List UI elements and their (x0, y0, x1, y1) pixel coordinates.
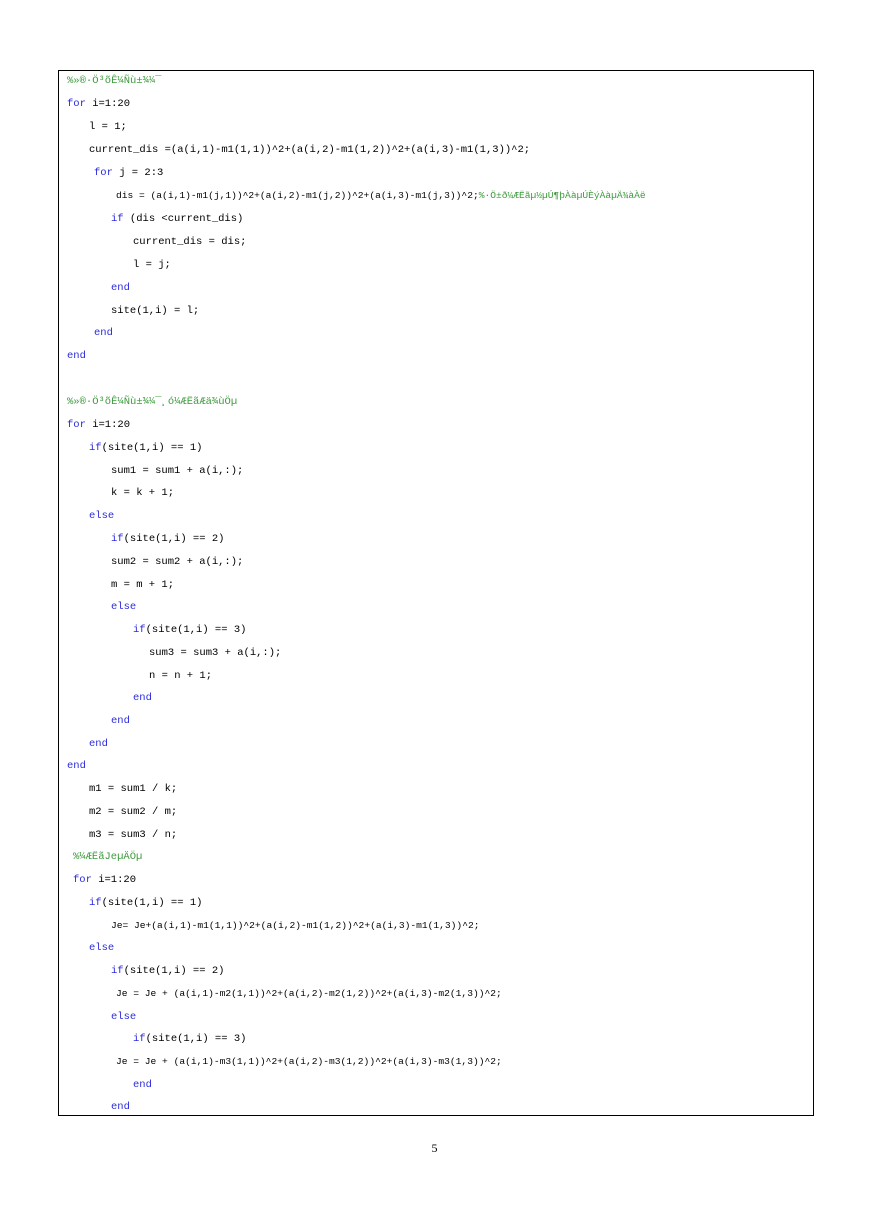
code-line: l = j; (133, 259, 171, 271)
code-line: m1 = sum1 / k; (89, 783, 178, 795)
code-line: else (89, 510, 115, 522)
code-line: end (67, 350, 86, 362)
code-line: for i=1:20 (67, 98, 131, 110)
code-line: end (89, 738, 108, 750)
code-line-comment: %»®·Ö³õÊ¼Ñù±¾¼¯ (67, 75, 162, 87)
code-line: m = m + 1; (111, 579, 175, 591)
code-line: n = n + 1; (149, 670, 213, 682)
code-line: else (111, 1011, 137, 1023)
code-line: end (133, 1079, 152, 1091)
code-line: for i=1:20 (67, 419, 131, 431)
page-number: 5 (431, 1141, 438, 1155)
code-line: end (133, 692, 152, 704)
code-line: end (67, 760, 86, 772)
code-line: else (89, 942, 115, 954)
code-line-comment: %¼ÆËãJeµÄÖµ (73, 851, 143, 863)
code-line: if(site(1,i) == 3) (133, 624, 247, 636)
code-line: if(site(1,i) == 3) (133, 1033, 247, 1045)
code-line: m3 = sum3 / n; (89, 829, 178, 841)
code-line: end (94, 327, 113, 339)
code-line: end (111, 282, 130, 294)
code-line: m2 = sum2 / m; (89, 806, 178, 818)
code-line: sum1 = sum1 + a(i,:); (111, 465, 244, 477)
code-line: for j = 2:3 (94, 167, 164, 179)
code-line: l = 1; (89, 121, 127, 133)
code-line: current_dis = dis; (133, 236, 247, 248)
code-line: Je = Je + (a(i,1)-m3(1,1))^2+(a(i,2)-m3(1,2))^2+(a(i,3)-m3(1,3))^2; (116, 1056, 502, 1067)
code-line: for i=1:20 (73, 874, 137, 886)
code-line: if(site(1,i) == 1) (89, 897, 203, 909)
code-line: dis = (a(i,1)-m1(j,1))^2+(a(i,2)-m1(j,2))^2+(a(i,3)-m1(j,3))^2;%·Ö±ð¼ÆËãµ½µÚ¶þÀàµÚÈýÀàµÄ¾àÀë (116, 190, 646, 201)
code-line: Je= Je+(a(i,1)-m1(1,1))^2+(a(i,2)-m1(1,2))^2+(a(i,3)-m1(1,3))^2; (111, 920, 480, 931)
code-line: Je = Je + (a(i,1)-m2(1,1))^2+(a(i,2)-m2(1,2))^2+(a(i,3)-m2(1,3))^2; (116, 988, 502, 999)
code-line-comment: %»®·Ö³õÊ¼Ñù±¾¼¯¸ó¼ÆËãÆä¾ùÖµ (67, 396, 238, 408)
code-line: end (111, 715, 130, 727)
code-line: if(site(1,i) == 2) (111, 533, 225, 545)
code-line: else (111, 601, 137, 613)
code-line: end (111, 1101, 130, 1113)
code-line: k = k + 1; (111, 487, 175, 499)
code-line: if (dis <current_dis) (111, 213, 244, 225)
code-line: site(1,i) = l; (111, 305, 200, 317)
code-line: if(site(1,i) == 1) (89, 442, 203, 454)
code-line: sum3 = sum3 + a(i,:); (149, 647, 282, 659)
code-line: sum2 = sum2 + a(i,:); (111, 556, 244, 568)
code-listing-box (58, 70, 814, 1116)
code-line: current_dis =(a(i,1)-m1(1,1))^2+(a(i,2)-m1(1,2))^2+(a(i,3)-m1(1,3))^2; (89, 144, 531, 156)
code-line: if(site(1,i) == 2) (111, 965, 225, 977)
